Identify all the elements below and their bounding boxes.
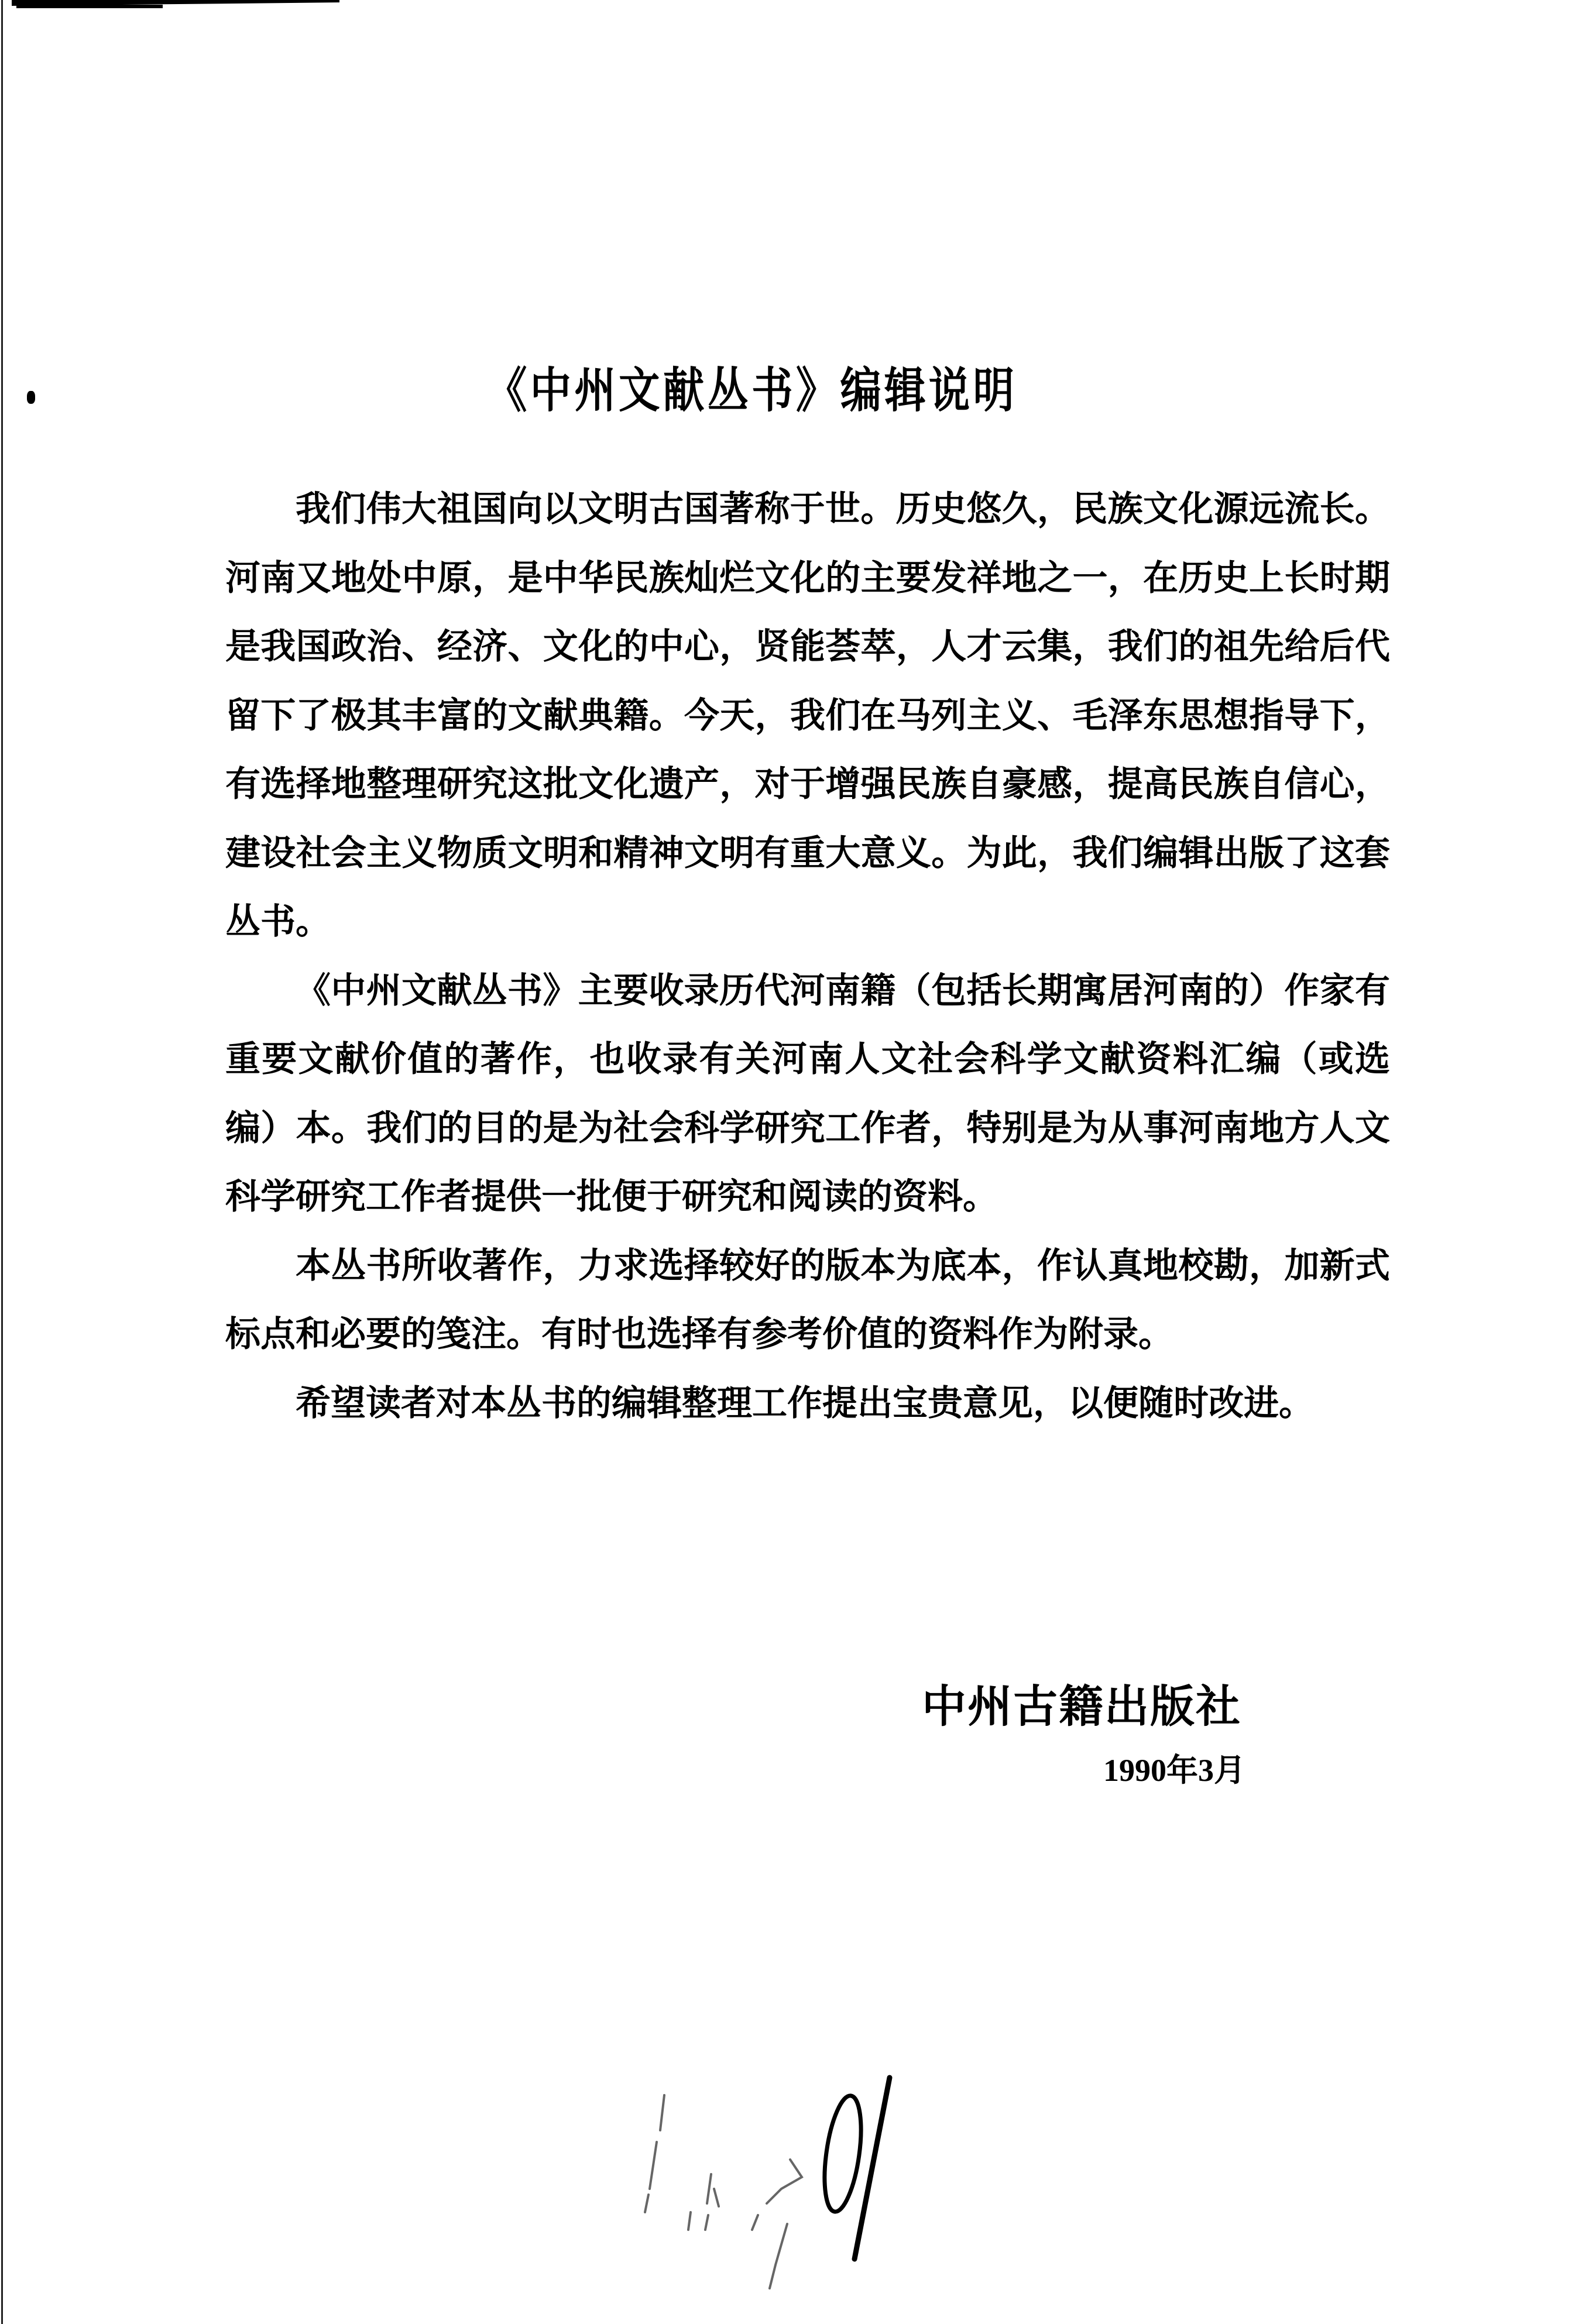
body-text (225, 475, 1390, 1438)
paragraph: 希望读者对本丛书的编辑整理工作提出宝贵意见，以便随时改进。 (296, 1382, 1314, 1424)
paragraph: 本丛书所收著作，力求选择较好的版本为底本，作认真地校勘，加新式标点和必要的笺注。有时也选择有参考价值的资料作为附录。 (225, 1245, 1390, 1355)
handwritten-note (615, 2072, 1171, 2318)
paragraph: 我们伟大祖国向以文明古国著称于世。历史悠久，民族文化源远流长。河南又地处中原，是中华民族灿烂文化的主要发祥地之一，在历史上长时期是我国政治、经济、文化的中心，贤能荟萃，人才云集，我们的祖先给后代留下了极其丰富的文献典籍。今天，我们在马列主义、毛泽东思想指导下，有选择地整理研究这批文化遗产，对于增强民族自豪感，提高民族自信心，建设社会主义物质文明和精神文明有重大意义。为此，我们编辑出版了这套丛书。 (225, 489, 1390, 942)
publication-date: 1990年3月 (1103, 1753, 1245, 1788)
scan-dot-artifact (27, 391, 35, 404)
publisher-signature: 中州古籍出版社 (922, 1680, 1241, 1732)
page-title: 《中州文献丛书》编辑说明 (486, 363, 1018, 418)
scan-top-bar-artifact (16, 5, 163, 8)
scan-edge-artifact (1, 0, 3, 2324)
paragraph: 《中州文献丛书》主要收录历代河南籍（包括长期寓居河南的）作家有重要文献价值的著作，也收录有关河南人文社会科学文献资料汇编（或选编）本。我们的目的是为社会科学研究工作者，特别是为从事河南地方人文科学研究工作者提供一批便于研究和阅读的资料。 (225, 970, 1390, 1217)
